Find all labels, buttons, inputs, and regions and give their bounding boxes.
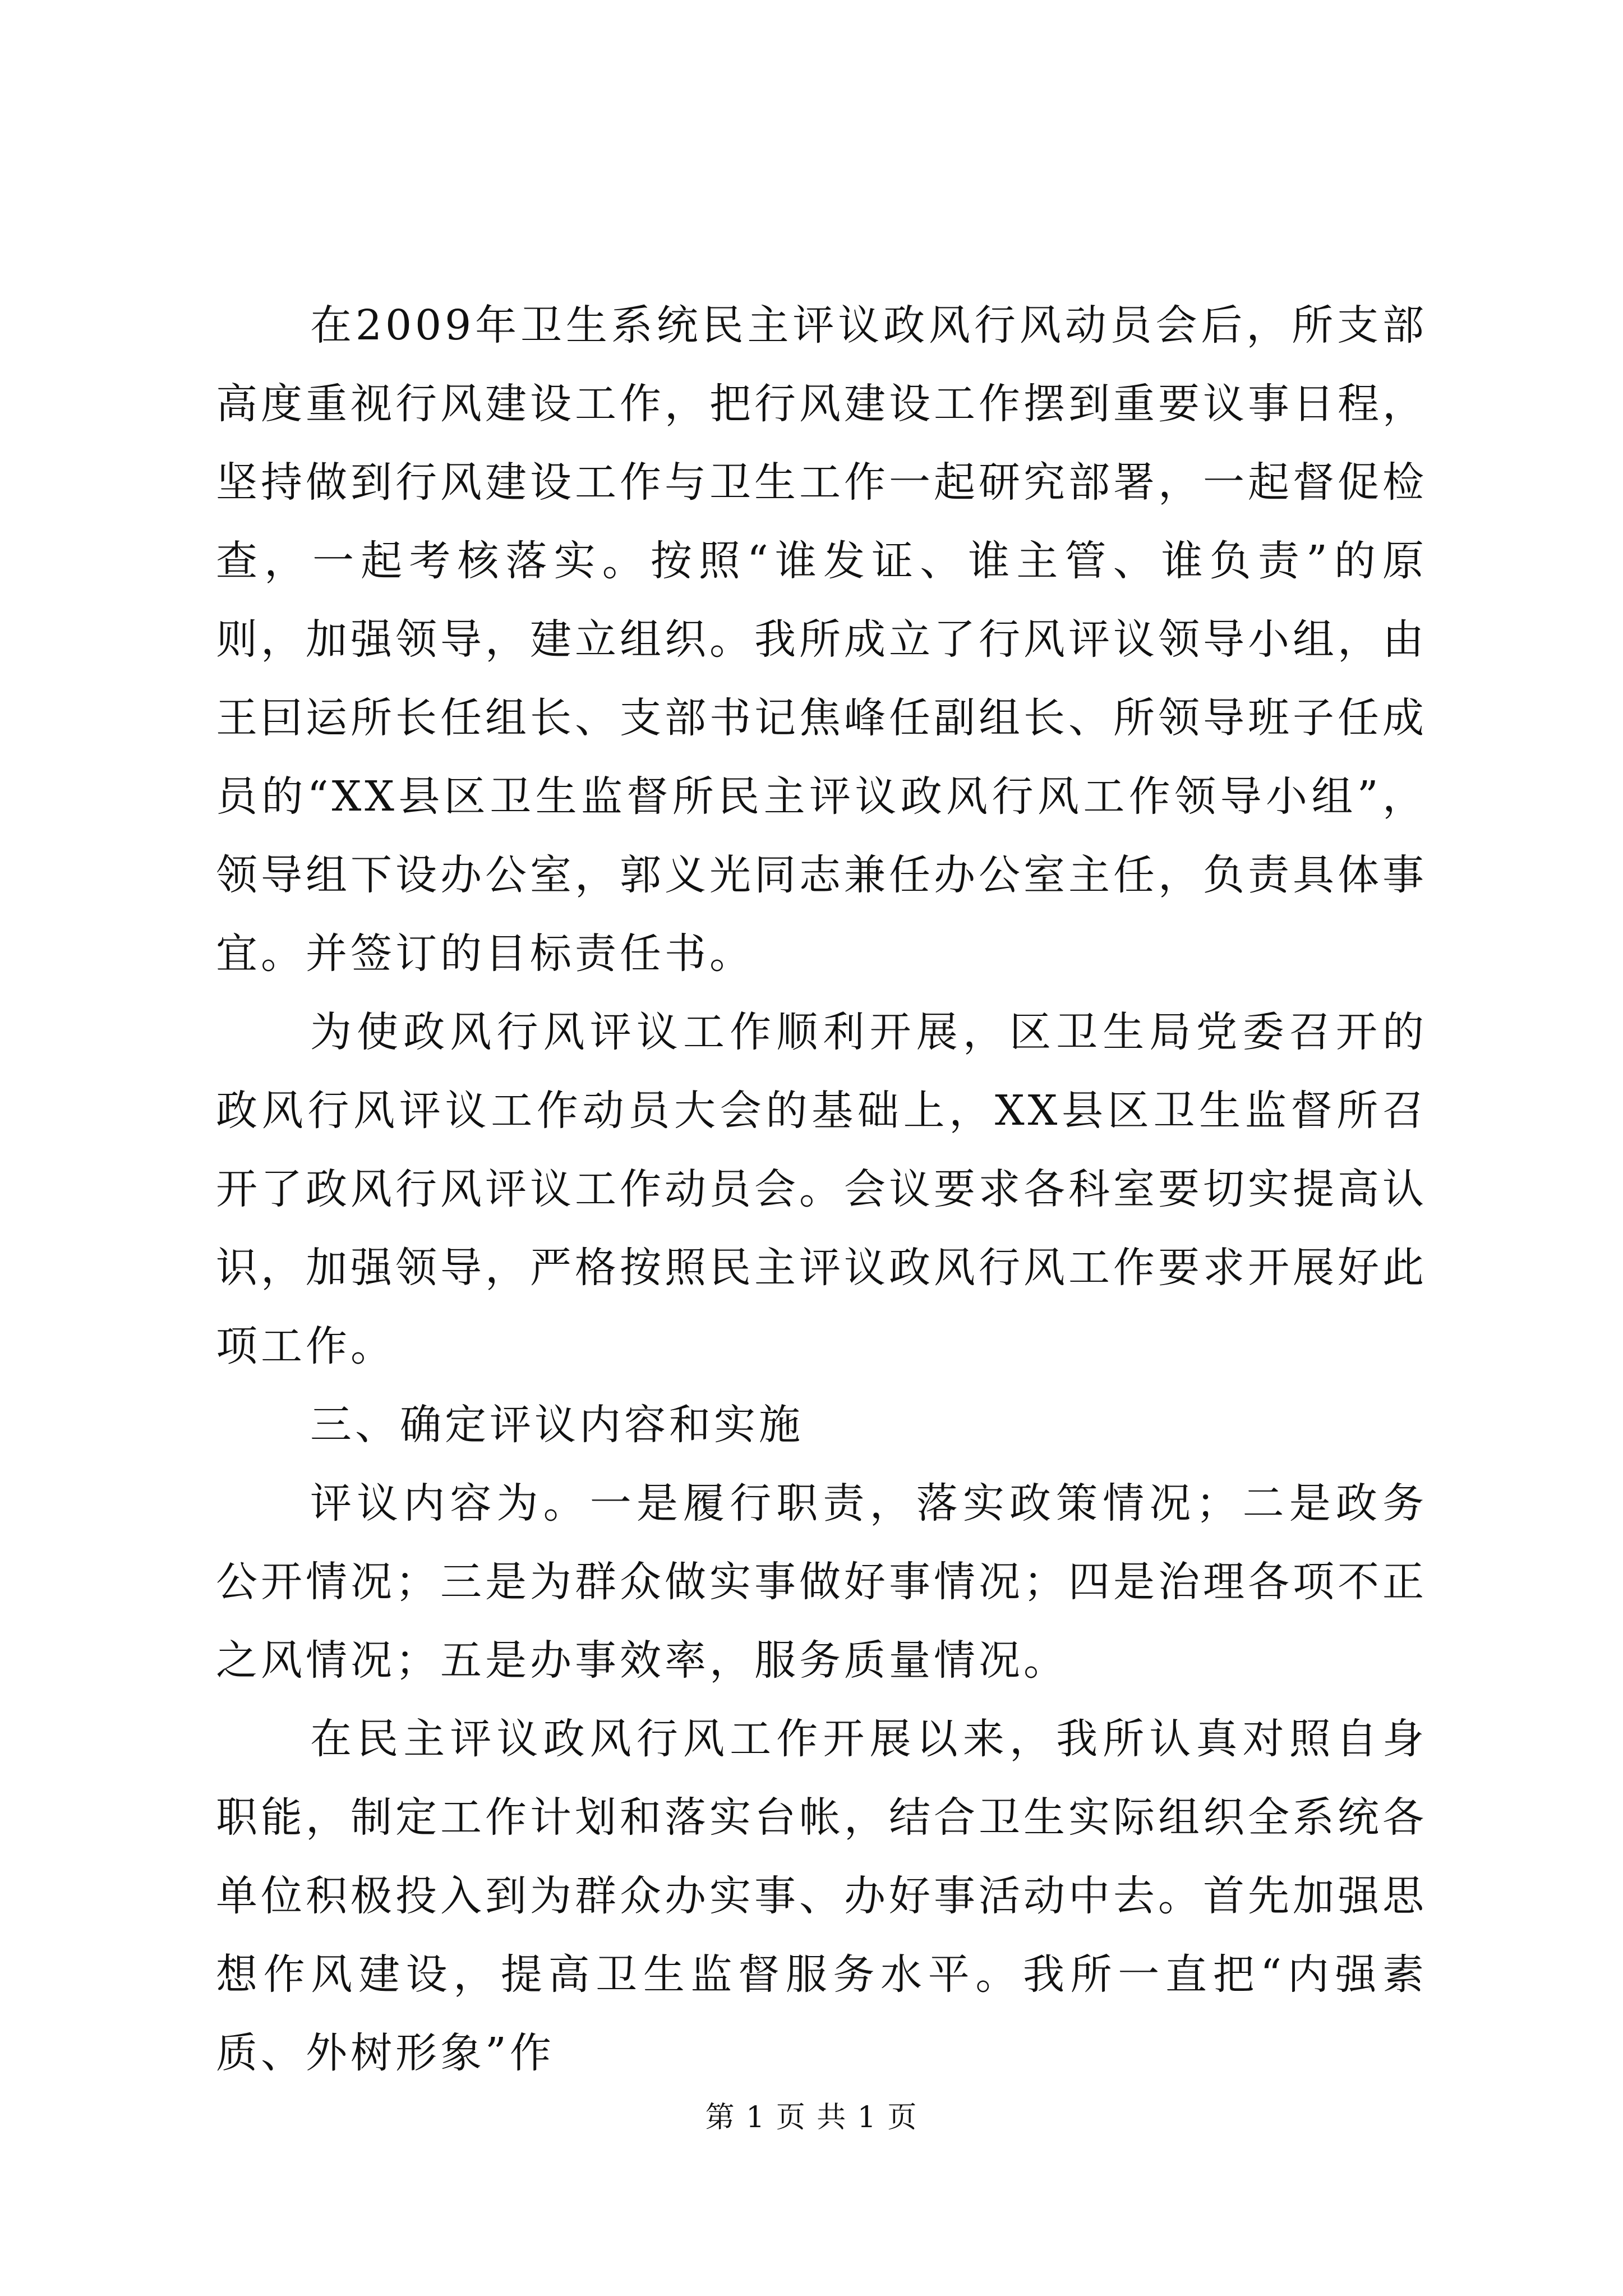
paragraph-4: 在民主评议政风行风工作开展以来，我所认真对照自身职能，制定工作计划和落实台帐，结合卫生实际组织全系统各单位积极投入到为群众办实事、办好事活动中去。首先加强思想作风建设，提高卫生监督服务水平。我所一直把“内强素质、外树形象”作: [216, 1715, 1427, 2077]
section-heading: 三、确定评议内容和实施: [310, 1401, 804, 1449]
document-body: [216, 286, 1427, 2092]
paragraph-1: 在2009年卫生系统民主评议政风行风动员会后，所支部高度重视行风建设工作，把行风建设工作摆到重要议事日程，坚持做到行风建设工作与卫生工作一起研究部署，一起督促检查，一起考核落实。按照“谁发证、谁主管、谁负责”的原则，加强领导，建立组织。我所成立了行风评议领导小组，由王囙运所长任组长、支部书记焦峰任副组长、所领导班子任成员的“XX县区卫生监督所民主评议政风行风工作领导小组”，领导组下设办公室，郭义光同志兼任办公室主任，负责具体事宜。并签订的目标责任书。: [216, 301, 1427, 978]
paragraph-2: 为使政风行风评议工作顺利开展，区卫生局党委召开的政风行风评议工作动员大会的基础上，XX县区卫生监督所召开了政风行风评议工作动员会。会议要求各科室要切实提高认识，加强领导，严格按照民主评议政风行风工作要求开展好此项工作。: [216, 1008, 1427, 1370]
page-footer: 第 1 页 共 1 页: [705, 2101, 918, 2134]
paragraph-3: 评议内容为。一是履行职责，落实政策情况；二是政务公开情况；三是为群众做实事做好事情况；四是治理各项不正之风情况；五是办事效率，服务质量情况。: [216, 1479, 1427, 1685]
